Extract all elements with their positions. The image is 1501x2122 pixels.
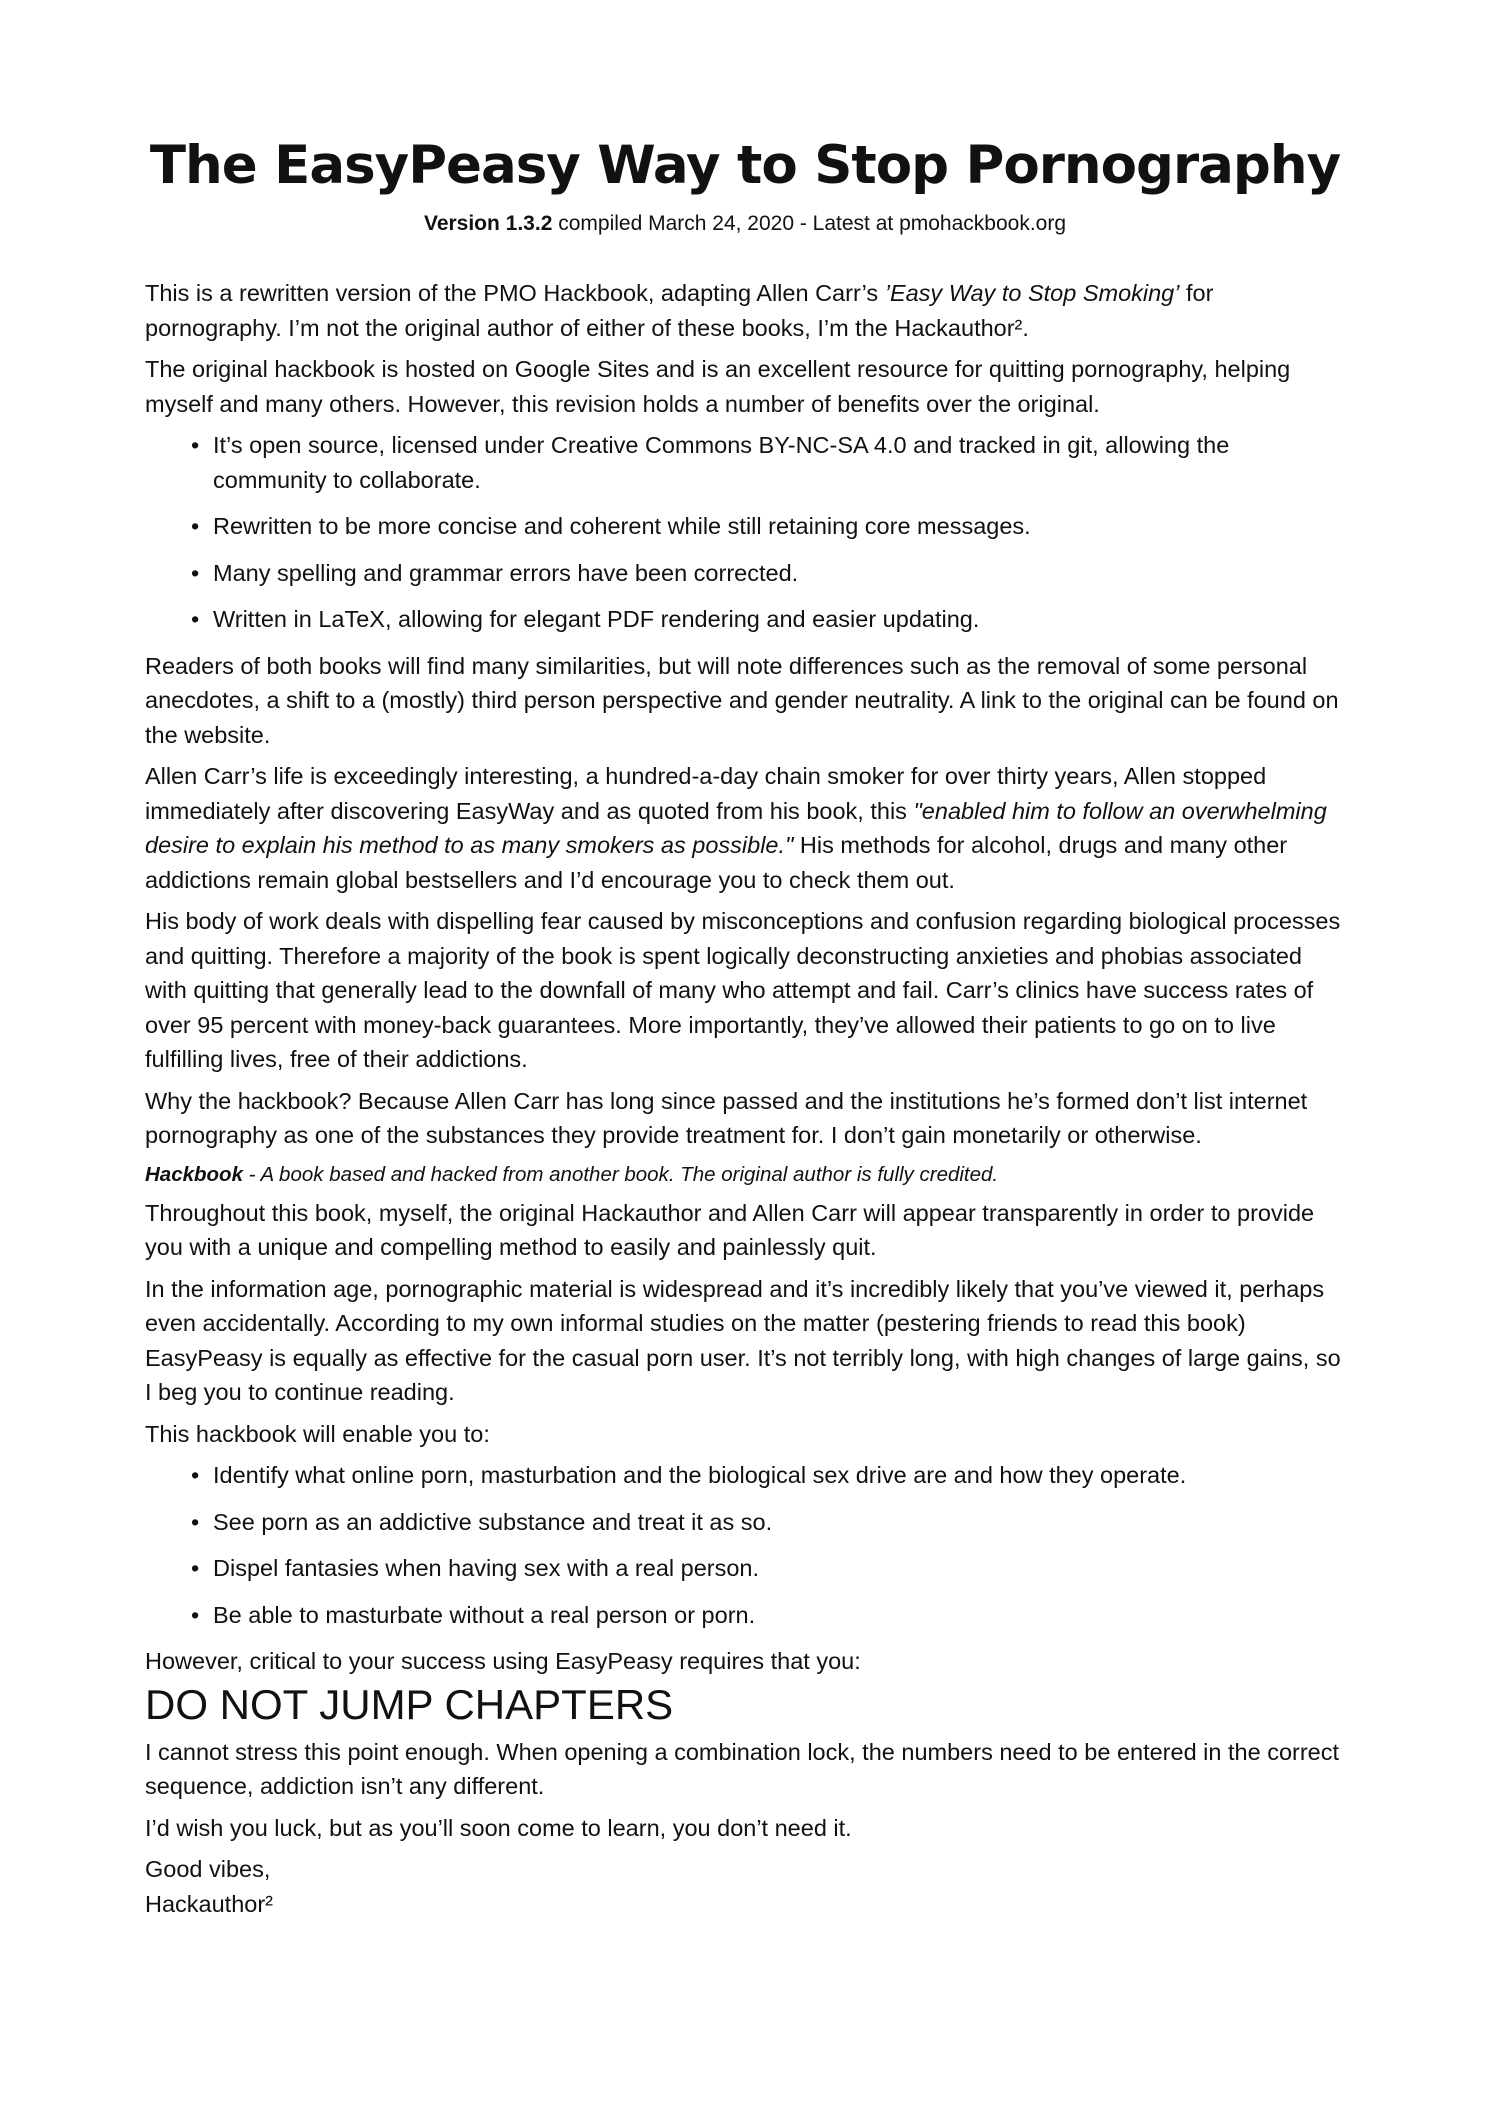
paragraph-throughout: Throughout this book, myself, the original Hackauthor and Allen Carr will appear transparently in order to provide you with a unique and compelling method to easily and painlessly quit. [145,1199,1315,1260]
signoff-author: Hackauthor² [145,1890,273,1917]
version-rest: compiled March 24, 2020 - Latest at pmohackbook.org [552,212,1067,235]
signoff-greeting: Good vibes, [145,1856,271,1882]
version-label: Version 1.3.2 [423,212,553,235]
paragraph-body-of-work: His body of work deals with dispelling fear caused by misconceptions and confusion regarding biological processes and quitting. Therefore a majority of the book is spent logically deconstructing anxieties and phobias associated with quitting that generally lead to the downfall of many who attempt and fail. Carr’s clinics have success rates of over 95 percent with money-back guarantees. More importantly, they’ve allowed their patients to go on to live fulfilling lives, free of their addictions. [145,908,1341,1072]
paragraph-combination-lock: I cannot stress this point enough. When opening a combination lock, the numbers need to be entered in the correct sequence, addiction isn’t any different. [145,1738,1340,1799]
page-title: The EasyPeasy Way to Stop Pornography [149,135,1341,196]
paragraph-differences: Readers of both books will find many similarities, but will note differences such as the removal of some personal anecdotes, a shift to a (mostly) third person perspective and gender neutrality. A link to the original can be found on the website. [145,652,1339,748]
intro-paragraph-2: The original hackbook is hosted on Google Sites and is an excellent resource for quitting pornography, helping myself and many others. However, this revision holds a number of benefits over the original. [145,356,1291,417]
list-item: • Dispel fantasies when having sex with a real person. [213,1551,1345,1586]
benefits-list [145,428,1345,637]
list-item: • Many spelling and grammar errors have been corrected. [213,556,1345,591]
do-not-jump-heading: DO NOT JUMP CHAPTERS [145,1680,674,1728]
version-line [145,210,1345,238]
paragraph-luck: I’d wish you luck, but as you’ll soon come to learn, you don’t need it. [145,1814,852,1841]
list-item: • Be able to masturbate without a real person or porn. [213,1598,1345,1633]
paragraph-enable: This hackbook will enable you to: [145,1420,490,1447]
hackbook-definition [145,1160,1345,1190]
paragraph-critical: However, critical to your success using EasyPeasy requires that you: [145,1648,861,1674]
document-page [145,126,1345,1921]
list-item: • Rewritten to be more concise and coherent while still retaining core messages. [213,509,1345,544]
list-item: • See porn as an addictive substance and treat it as so. [213,1505,1345,1540]
paragraph-information-age: In the information age, pornographic material is widespread and it’s incredibly likely that you’ve viewed it, perhaps even accidentally. According to my own informal studies on the matter (pestering friends to read this book) EasyPeasy is equally as effective for the casual porn user. It’s not terribly long, with high changes of large gains, so I beg you to continue reading. [145,1275,1341,1405]
definition-term: Hackbook [145,1162,243,1186]
abilities-list [145,1458,1345,1632]
list-item: • It’s open source, licensed under Creative Commons BY-NC-SA 4.0 and tracked in git, allowing the community to collaborate. [213,428,1345,497]
list-item: • Identify what online porn, masturbation and the biological sex drive are and how they operate. [213,1458,1345,1493]
paragraph-allen-carr: Allen Carr’s life is exceedingly interesting, a hundred-a-day chain smoker for over thirty years, Allen stopped immediately after discovering EasyWay and as quoted from his book, this "enabled him to follow an overwhelming desire to explain his method to as many smokers as possible." His methods for alcohol, drugs and many other addictions remain global bestsellers and I’d encourage you to check them out. [145,763,1327,893]
definition-text: - A book based and hacked from another book. The original author is fully credited. [242,1162,999,1186]
paragraph-why-hackbook: Why the hackbook? Because Allen Carr has long since passed and the institutions he’s formed don’t list internet pornography as one of the substances they provide treatment for. I don’t gain monetarily or otherwise. [145,1087,1308,1148]
list-item: • Written in LaTeX, allowing for elegant PDF rendering and easier updating. [213,602,1345,637]
intro-paragraph-1: This is a rewritten version of the PMO Hackbook, adapting Allen Carr’s ’Easy Way to Stop Smoking’ for pornography. I’m not the original author of either of these books, I’m the Hackauthor². [145,280,1214,341]
